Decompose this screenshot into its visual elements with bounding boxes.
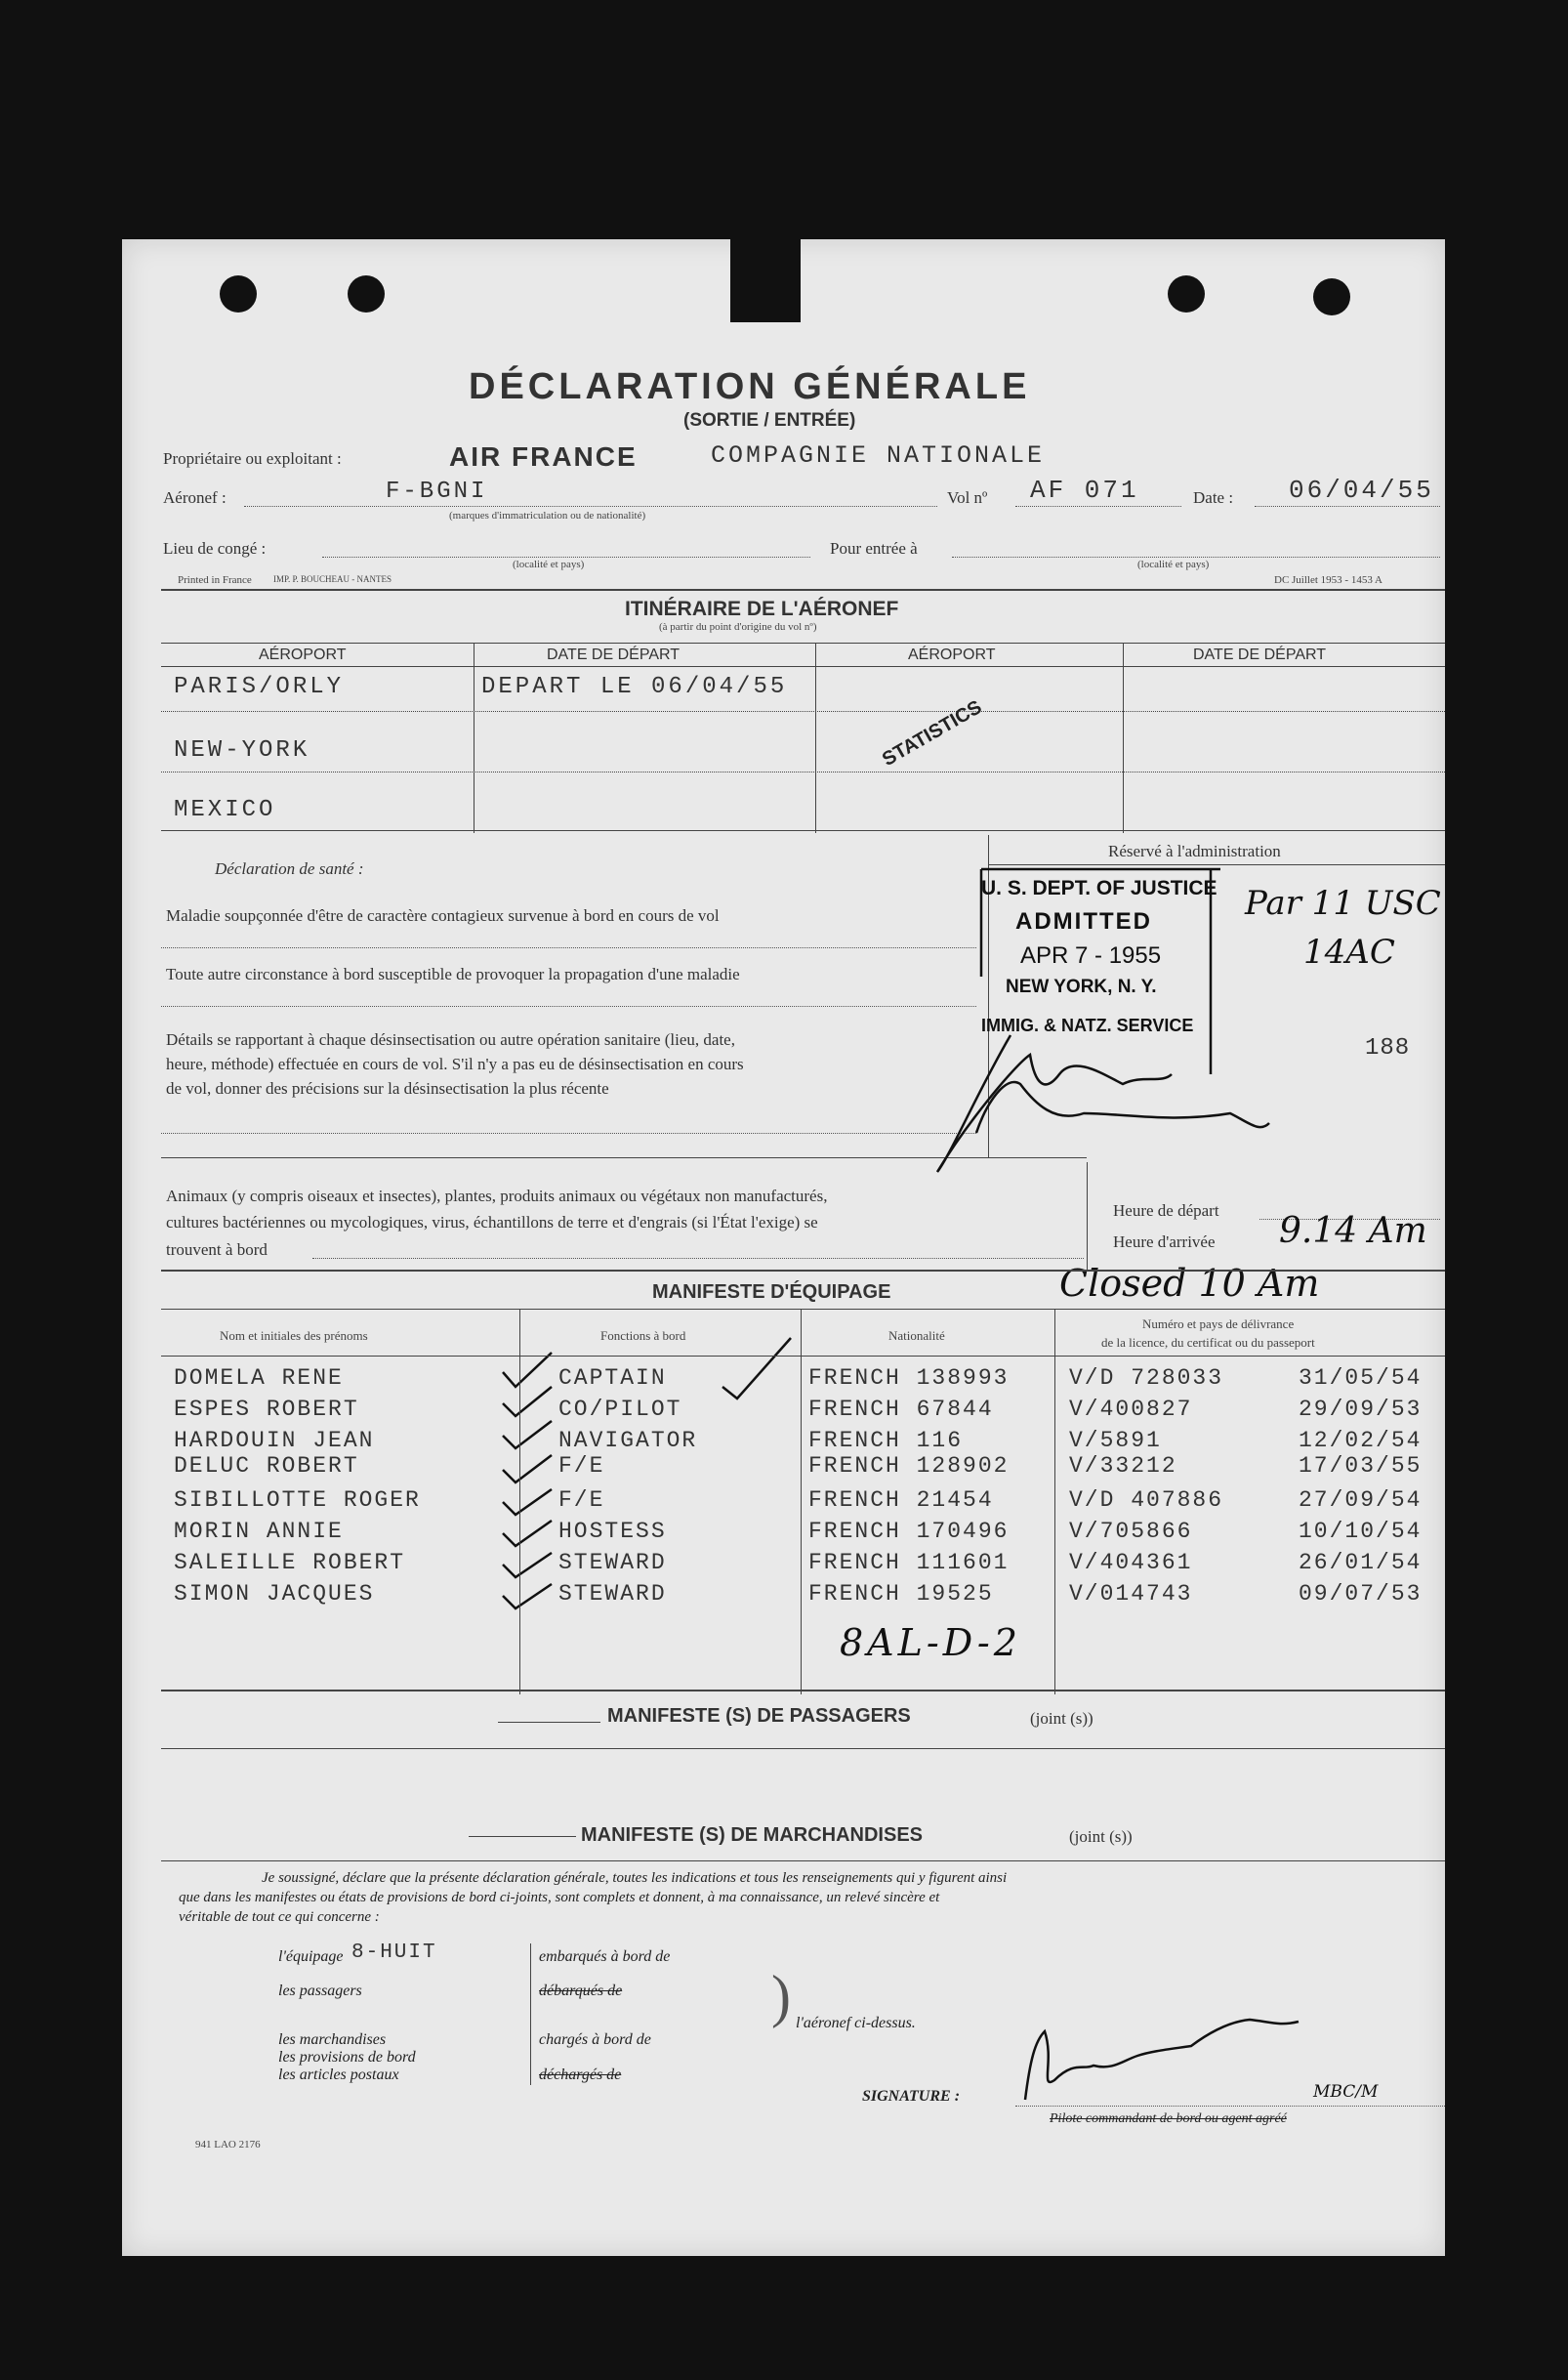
crew-license-date: 09/07/53 <box>1299 1581 1423 1607</box>
signature-label: SIGNATURE : <box>862 2088 961 2105</box>
crew-license: V/014743 <box>1069 1581 1193 1607</box>
bracket: ) <box>771 1964 791 2028</box>
animals-line-c: trouvent à bord <box>166 1240 268 1259</box>
crew-name: MORIN ANNIE <box>174 1519 344 1544</box>
printer-small: IMP. P. BOUCHEAU - NANTES <box>273 574 392 584</box>
cargo-manifest: MANIFESTE (S) DE MARCHANDISES <box>581 1824 924 1846</box>
form-reference: DC Juillet 1953 - 1453 A <box>1274 574 1382 586</box>
embarked-label: embarqués à bord de <box>539 1948 671 1965</box>
crew-license: V/D 728033 <box>1069 1365 1224 1391</box>
stamp-line: ADMITTED <box>1015 908 1152 935</box>
declaration-text-2: que dans les manifestes ou états de provisions de bord ci-joints, sont complets et donnent, à ma connaissance, un relevé sincère et <box>179 1890 940 1905</box>
flight-value: AF 071 <box>1030 476 1139 505</box>
passenger-line <box>161 1748 1445 1749</box>
itinerary-col-date: DATE DE DÉPART <box>1193 647 1327 663</box>
aircraft-label: Aéronef : <box>163 488 227 507</box>
provisions-label: les provisions de bord <box>278 2049 416 2066</box>
crew-name: SIBILLOTTE ROGER <box>174 1487 421 1513</box>
crew-bottom-line <box>161 1690 1445 1691</box>
crew-name: HARDOUIN JEAN <box>174 1428 375 1453</box>
stamp-line: IMMIG. & NATZ. SERVICE <box>981 1016 1194 1035</box>
disembarked-label: débarqués de <box>539 1983 623 1999</box>
itinerary-airport: PARIS/ORLY <box>174 674 345 700</box>
declaration-divider <box>530 1943 531 2085</box>
crew-license-date: 26/01/54 <box>1299 1550 1423 1575</box>
cargo-joint: (joint (s)) <box>1069 1827 1133 1846</box>
crew-function: CAPTAIN <box>558 1365 667 1391</box>
itinerary-col-airport: AÉROPORT <box>259 647 347 663</box>
crew-title: MANIFESTE D'ÉQUIPAGE <box>652 1281 891 1303</box>
itinerary-col-date: DATE DE DÉPART <box>547 647 681 663</box>
crew-count-label: l'équipage <box>278 1948 344 1965</box>
health-line-3a: Détails se rapportant à chaque désinsectisation ou autre opération sanitaire (lieu, date, <box>166 1030 735 1049</box>
crew-col-divider <box>801 1309 802 1694</box>
admin-number: 188 <box>1365 1035 1411 1062</box>
crew-function: CO/PILOT <box>558 1397 682 1422</box>
animals-line-b: cultures bactériennes ou mycologiques, virus, échantillons de terre et d'engrais (si l'État l'exige) se <box>166 1213 818 1232</box>
crew-function: STEWARD <box>558 1550 667 1575</box>
crew-header-line <box>161 1356 1445 1357</box>
cargo-line <box>161 1860 1445 1861</box>
crew-license-date: 29/09/53 <box>1299 1397 1423 1422</box>
stamp-line: APR 7 - 1955 <box>1020 942 1162 969</box>
animals-line-a: Animaux (y compris oiseaux et insectes), plantes, produits animaux ou végétaux non manufacturés, <box>166 1187 828 1205</box>
itinerary-title: ITINÉRAIRE DE L'AÉRONEF <box>625 598 899 620</box>
crew-function: NAVIGATOR <box>558 1428 698 1453</box>
crew-function: STEWARD <box>558 1581 667 1607</box>
crew-nationality: FRENCH 116 <box>808 1428 964 1453</box>
aircraft-note: (marques d'immatriculation ou de nationalité) <box>449 510 646 522</box>
owner-typed: COMPAGNIE NATIONALE <box>711 441 1046 470</box>
crew-nationality: FRENCH 111601 <box>808 1550 1010 1575</box>
admin-title: Réservé à l'administration <box>1108 842 1281 860</box>
crew-col-license: Numéro et pays de délivrance <box>1142 1316 1295 1331</box>
form-subtitle: (SORTIE / ENTRÉE) <box>683 410 856 431</box>
form-title: DÉCLARATION GÉNÉRALE <box>469 366 1031 407</box>
passenger-rule <box>498 1722 600 1723</box>
entry-label: Pour entrée à <box>830 539 918 558</box>
place-note: (localité et pays) <box>1137 559 1210 570</box>
arrival-time-value: 9.14 Am <box>1279 1211 1427 1251</box>
itinerary-col-airport: AÉROPORT <box>908 647 996 663</box>
crew-name: SIMON JACQUES <box>174 1581 375 1607</box>
cargo-rule <box>469 1836 576 1837</box>
crew-col-divider <box>519 1309 520 1694</box>
arrival-time-label: Heure d'arrivée <box>1113 1232 1216 1251</box>
crew-function: HOSTESS <box>558 1519 667 1544</box>
crew-name: DELUC ROBERT <box>174 1453 359 1479</box>
crew-function: F/E <box>558 1487 605 1513</box>
statistics-stamp: STATISTICS <box>879 696 986 772</box>
crew-nationality: FRENCH 138993 <box>808 1365 1010 1391</box>
crew-col-name: Nom et initiales des prénoms <box>220 1328 368 1343</box>
crew-license: V/33212 <box>1069 1453 1177 1479</box>
captain-signature <box>1025 2020 1299 2100</box>
crew-title-line <box>161 1309 1445 1310</box>
itinerary-departure: DEPART LE 06/04/55 <box>481 674 788 700</box>
crew-col-license: de la licence, du certificat ou du passeport <box>1101 1335 1315 1350</box>
owner-printed: AIR FRANCE <box>449 441 638 472</box>
crew-count-value: 8-HUIT <box>351 1942 437 1964</box>
crew-col-divider <box>1054 1309 1055 1694</box>
crew-name: SALEILLE ROBERT <box>174 1550 406 1575</box>
aircraft-reference: l'aéronef ci-dessus. <box>796 2015 916 2031</box>
date-value: 06/04/55 <box>1289 476 1434 505</box>
crew-license: V/404361 <box>1069 1550 1193 1575</box>
crew-nationality: FRENCH 170496 <box>808 1519 1010 1544</box>
place-note: (localité et pays) <box>513 559 585 570</box>
footer-code: 941 LAO 2176 <box>195 2139 261 2150</box>
aircraft-value: F-BGNI <box>386 479 488 505</box>
health-line-2: Toute autre circonstance à bord susceptible de provoquer la propagation d'une maladie <box>166 965 740 983</box>
animals-bottom-line <box>161 1270 1445 1272</box>
handwritten-code: 8AL-D-2 <box>840 1621 1021 1664</box>
animals-dotted-line <box>312 1258 1084 1259</box>
crew-function: F/E <box>558 1453 605 1479</box>
crew-license-date: 12/02/54 <box>1299 1428 1423 1453</box>
passenger-joint: (joint (s)) <box>1030 1709 1093 1728</box>
crew-license-date: 17/03/55 <box>1299 1453 1423 1479</box>
unloaded-label: déchargés de <box>539 2067 622 2083</box>
signature-caption: Pilote commandant de bord ou agent agréé <box>1050 2111 1287 2126</box>
declaration-text-1: Je soussigné, déclare que la présente déclaration générale, toutes les indications et tous les renseignements qui y figurent ainsi <box>262 1870 1008 1886</box>
stamp-line: U. S. DEPT. OF JUSTICE <box>981 877 1217 899</box>
crew-license-date: 10/10/54 <box>1299 1519 1423 1544</box>
stamp-line: NEW YORK, N. Y. <box>1006 977 1157 997</box>
health-line-3c: de vol, donner des précisions sur la désinsectisation la plus récente <box>166 1079 609 1098</box>
crew-col-function: Fonctions à bord <box>600 1328 686 1343</box>
crew-nationality: FRENCH 67844 <box>808 1397 994 1422</box>
crew-license: V/400827 <box>1069 1397 1193 1422</box>
crew-license-date: 31/05/54 <box>1299 1365 1423 1391</box>
crew-name: ESPES ROBERT <box>174 1397 359 1422</box>
itinerary-subtitle: (à partir du point d'origine du vol nº) <box>659 621 817 633</box>
signature-line <box>1015 2106 1445 2107</box>
declaration-text-3: véritable de tout ce qui concerne : <box>179 1909 380 1925</box>
health-title: Déclaration de santé : <box>215 859 364 878</box>
closed-note: Closed 10 Am <box>1059 1262 1320 1305</box>
admin-handwritten-note: 14AC <box>1303 933 1395 972</box>
pax-label: les passagers <box>278 1983 362 1999</box>
itinerary-airport: NEW-YORK <box>174 737 310 764</box>
crew-nationality: FRENCH 128902 <box>808 1453 1010 1479</box>
animals-divider <box>1087 1162 1088 1270</box>
health-line-3b: heure, méthode) effectuée en cours de vol. S'il n'y a pas eu de désinsectisation en cours <box>166 1055 744 1073</box>
loaded-label: chargés à bord de <box>539 2031 651 2048</box>
crew-nationality: FRENCH 19525 <box>808 1581 994 1607</box>
postal-label: les articles postaux <box>278 2067 399 2083</box>
crew-license: V/5891 <box>1069 1428 1162 1453</box>
admin-handwritten-note: Par 11 USC <box>1245 884 1441 923</box>
inspector-signature-2 <box>976 1082 1269 1133</box>
crew-col-nationality: Nationalité <box>888 1328 945 1343</box>
owner-label: Propriétaire ou exploitant : <box>163 449 342 468</box>
depart-time-label: Heure de départ <box>1113 1201 1219 1220</box>
itinerary-airport: MEXICO <box>174 797 276 823</box>
passenger-manifest: MANIFESTE (S) DE PASSAGERS <box>607 1705 911 1727</box>
crew-license: V/D 407886 <box>1069 1487 1224 1513</box>
signature-mark: MBC/M <box>1313 2082 1379 2102</box>
flight-label: Vol nº <box>947 488 988 507</box>
departure-place-label: Lieu de congé : <box>163 539 267 558</box>
health-line-1: Maladie soupçonnée d'être de caractère contagieux survenue à bord en cours de vol <box>166 906 720 925</box>
crew-license: V/705866 <box>1069 1519 1193 1544</box>
crew-name: DOMELA RENE <box>174 1365 344 1391</box>
crew-license-date: 27/09/54 <box>1299 1487 1423 1513</box>
printer-line: Printed in France <box>178 574 252 586</box>
crew-nationality: FRENCH 21454 <box>808 1487 994 1513</box>
date-label: Date : <box>1193 488 1234 507</box>
cargo-label: les marchandises <box>278 2031 387 2048</box>
inspector-signature-1 <box>937 1035 1172 1172</box>
